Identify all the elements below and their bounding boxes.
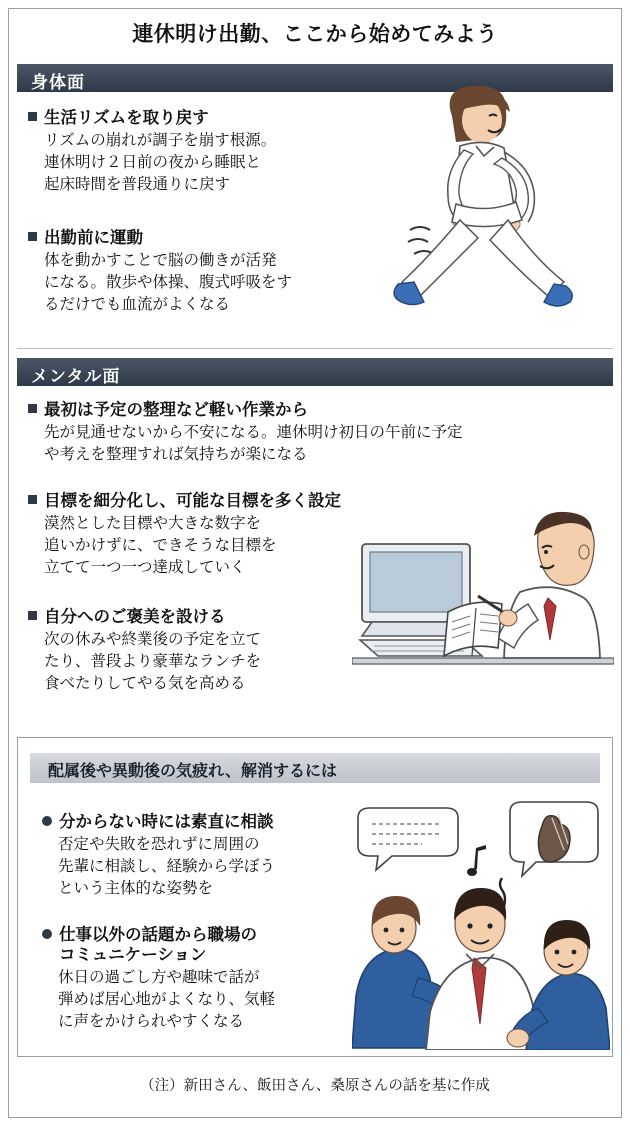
section-header-mental-label: メンタル面 xyxy=(31,367,121,386)
panel-header-label: 配属後や異動後の気疲れ、解消するには xyxy=(48,763,337,780)
panel-item-1-body: 否定や失敗を恐れずに周囲の 先輩に相談し、経験から学ぼう という主体的な姿勢を xyxy=(58,836,276,897)
panel-item-2-heading-line2: コミュニケーション xyxy=(59,946,207,964)
section-header-mental xyxy=(17,358,613,386)
item-physical-2-body: 体を動かすことで脳の働きが活発 になる。散歩や体操、腹式呼吸をす るだけでも血流がよくなる xyxy=(44,252,293,313)
square-bullet-icon xyxy=(28,611,37,620)
panel-item-2 xyxy=(42,925,342,1033)
square-bullet-icon xyxy=(28,404,37,413)
item-physical-1 xyxy=(28,108,358,196)
square-bullet-icon xyxy=(28,112,37,121)
colleagues-illustration xyxy=(352,800,610,1050)
item-mental-1-heading: 最初は予定の整理など軽い作業から xyxy=(28,400,608,420)
round-bullet-icon xyxy=(42,816,52,826)
item-mental-2-body: 漠然とした目標や大きな数字を 追いかけずに、できそうな目標を 立てて一つ一つ達成していく xyxy=(44,515,277,576)
item-physical-1-body: リズムの崩れが調子を崩す根源。 連休明け２日前の夜から睡眠と 起床時間を普段通りに戻す xyxy=(44,132,277,193)
page-title: 連休明け出勤、ここから始めてみよう xyxy=(132,23,498,46)
item-physical-1-heading: 生活リズムを取り戻す xyxy=(28,108,358,128)
item-physical-2 xyxy=(28,228,358,316)
item-physical-2-heading: 出勤前に運動 xyxy=(28,228,358,248)
square-bullet-icon xyxy=(28,495,37,504)
item-mental-2 xyxy=(28,491,368,579)
panel-header xyxy=(30,753,600,783)
panel-item-2-body: 休日の過ごし方や趣味で話が 弾めば居心地がよくなり、気軽 に声をかけられやすくなる xyxy=(58,969,276,1030)
section-divider-1 xyxy=(17,348,613,349)
section-header-physical-label: 身体面 xyxy=(31,73,85,92)
item-mental-3-body: 次の休みや終業後の予定を立て たり、普段より豪華なランチを 食べたりしてやる気を高める xyxy=(44,631,262,692)
item-mental-1-body: 先が見通せないから不安になる。連休明け初日の午前に予定 や考えを整理すれば気持ちが楽になる xyxy=(44,424,463,463)
panel-item-1 xyxy=(42,812,342,900)
item-mental-2-heading: 目標を細分化し、可能な目標を多く設定 xyxy=(28,491,368,511)
panel-item-2-heading: 仕事以外の話題から職場の xyxy=(42,925,342,945)
source-note: （注）新田さん、飯田さん、桑原さんの話を基に作成 xyxy=(140,1078,490,1094)
item-mental-3-heading: 自分へのご褒美を設ける xyxy=(28,607,368,627)
stretching-person-illustration xyxy=(390,80,610,350)
square-bullet-icon xyxy=(28,232,37,241)
item-mental-3 xyxy=(28,607,368,695)
desk-worker-illustration xyxy=(352,500,614,725)
item-mental-1 xyxy=(28,400,608,466)
round-bullet-icon xyxy=(42,929,52,939)
panel-item-1-heading: 分からない時には素直に相談 xyxy=(42,812,342,832)
